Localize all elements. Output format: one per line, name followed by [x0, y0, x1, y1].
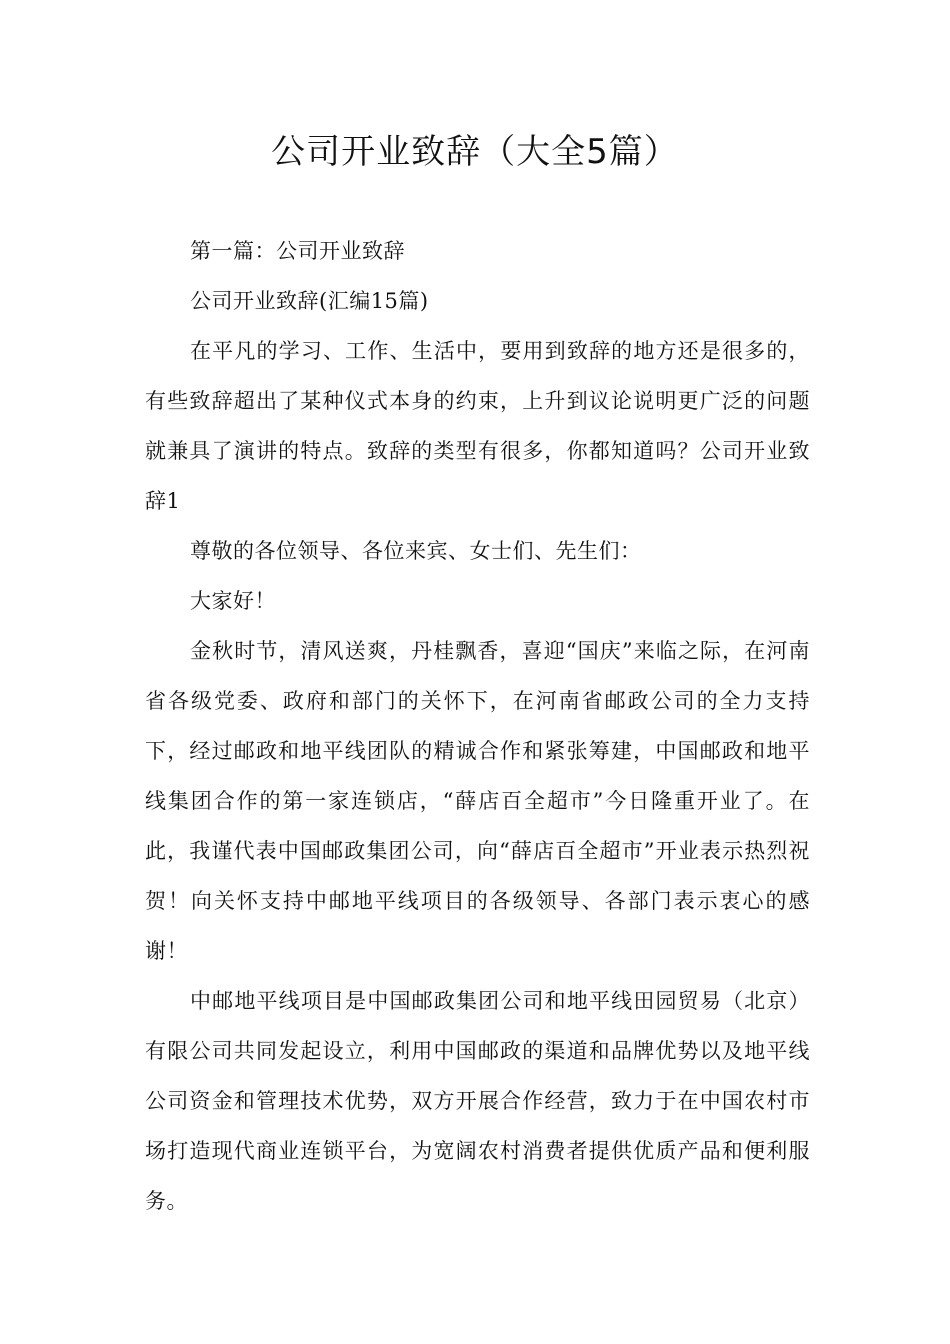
- subtitle: 公司开业致辞(汇编15篇): [190, 289, 429, 313]
- document-title: 公司开业致辞（大全5篇）: [271, 132, 679, 172]
- document-body: [145, 226, 810, 1226]
- paragraph: 金秋时节，清风送爽，丹桂飘香，喜迎“国庆”来临之际，在河南省各级党委、政府和部门的关怀下，在河南省邮政公司的全力支持下，经过邮政和地平线团队的精诚合作和紧张筹建，中国邮政和地平线集团合作的第一家连锁店，“薛店百全超市”今日隆重开业了。在此，我谨代表中国邮政集团公司，向“薛店百全超市”开业表示热烈祝贺！向关怀支持中邮地平线项目的各级领导、各部门表示衷心的感谢！: [145, 639, 810, 963]
- paragraph: 在平凡的学习、工作、生活中，要用到致辞的地方还是很多的，有些致辞超出了某种仪式本身的约束，上升到议论说明更广泛的问题就兼具了演讲的特点。致辞的类型有很多，你都知道吗？公司开业致辞1: [145, 339, 810, 513]
- paragraph: 中邮地平线项目是中国邮政集团公司和地平线田园贸易（北京）有限公司共同发起设立，利用中国邮政的渠道和品牌优势以及地平线公司资金和管理技术优势，双方开展合作经营，致力于在中国农村市场打造现代商业连锁平台，为宽阔农村消费者提供优质产品和便利服务。: [145, 989, 810, 1213]
- salutation: 尊敬的各位领导、各位来宾、女士们、先生们：: [190, 539, 642, 563]
- greeting: 大家好！: [190, 589, 276, 613]
- section-heading: 第一篇：公司开业致辞: [190, 239, 405, 263]
